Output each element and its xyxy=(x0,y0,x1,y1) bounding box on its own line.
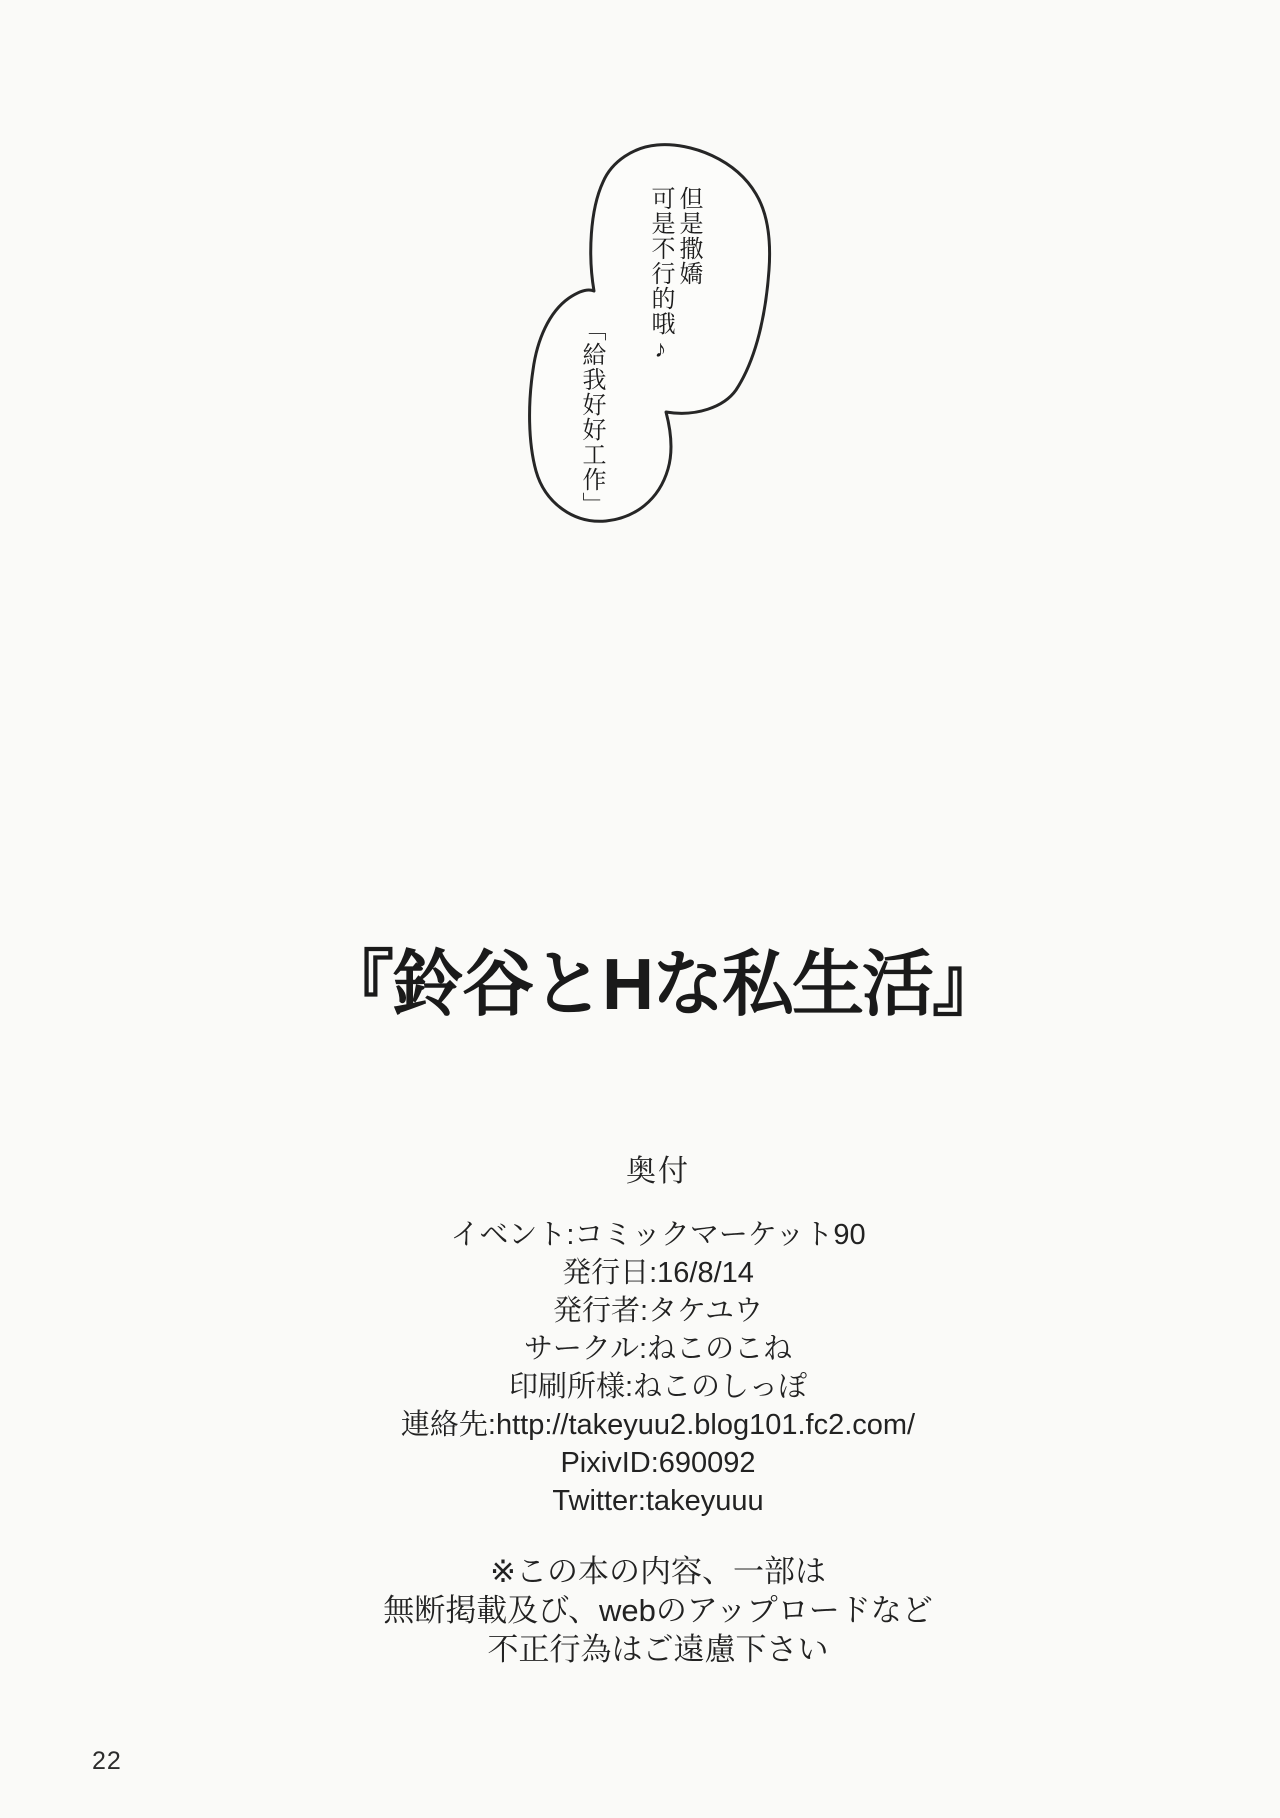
notice-line: 不正行為はご遠慮下さい xyxy=(487,1632,829,1667)
notice-block xyxy=(0,1552,1280,1669)
colophon-line-contact: 連絡先:http://takeyuu2.blog101.fc2.com/ xyxy=(400,1409,916,1441)
bubble-text-line: 可是不行的哦♪ xyxy=(647,186,674,364)
colophon-block xyxy=(0,1216,1280,1520)
colophon-line-circle: サークル:ねこのこね xyxy=(523,1333,793,1365)
bubble-text-line: 但是撒嬌 xyxy=(675,186,702,286)
colophon-line-pixiv: PixivID:690092 xyxy=(560,1447,756,1479)
colophon-line-publisher: 発行者:タケユウ xyxy=(553,1295,763,1327)
bubble-text-lower: 「給我好好工作」 xyxy=(578,317,605,517)
notice-line: ※この本の内容、一部は xyxy=(490,1554,826,1589)
page-number: 22 xyxy=(92,1747,122,1775)
colophon-line-date: 発行日:16/8/14 xyxy=(562,1257,754,1289)
colophon-line-printer: 印刷所様:ねこのしっぽ xyxy=(508,1371,808,1403)
bubble-text-upper xyxy=(646,186,702,416)
notice-line: 無断掲載及び、webのアップロードなど xyxy=(383,1593,933,1628)
colophon-line-event: イベント:コミックマーケット90 xyxy=(450,1219,866,1251)
colophon-line-twitter: Twitter:takeyuuu xyxy=(552,1485,764,1517)
colophon-heading: 奥付 xyxy=(626,1155,690,1188)
doujin-title: 『鈴谷とHな私生活』 xyxy=(322,945,1002,1025)
